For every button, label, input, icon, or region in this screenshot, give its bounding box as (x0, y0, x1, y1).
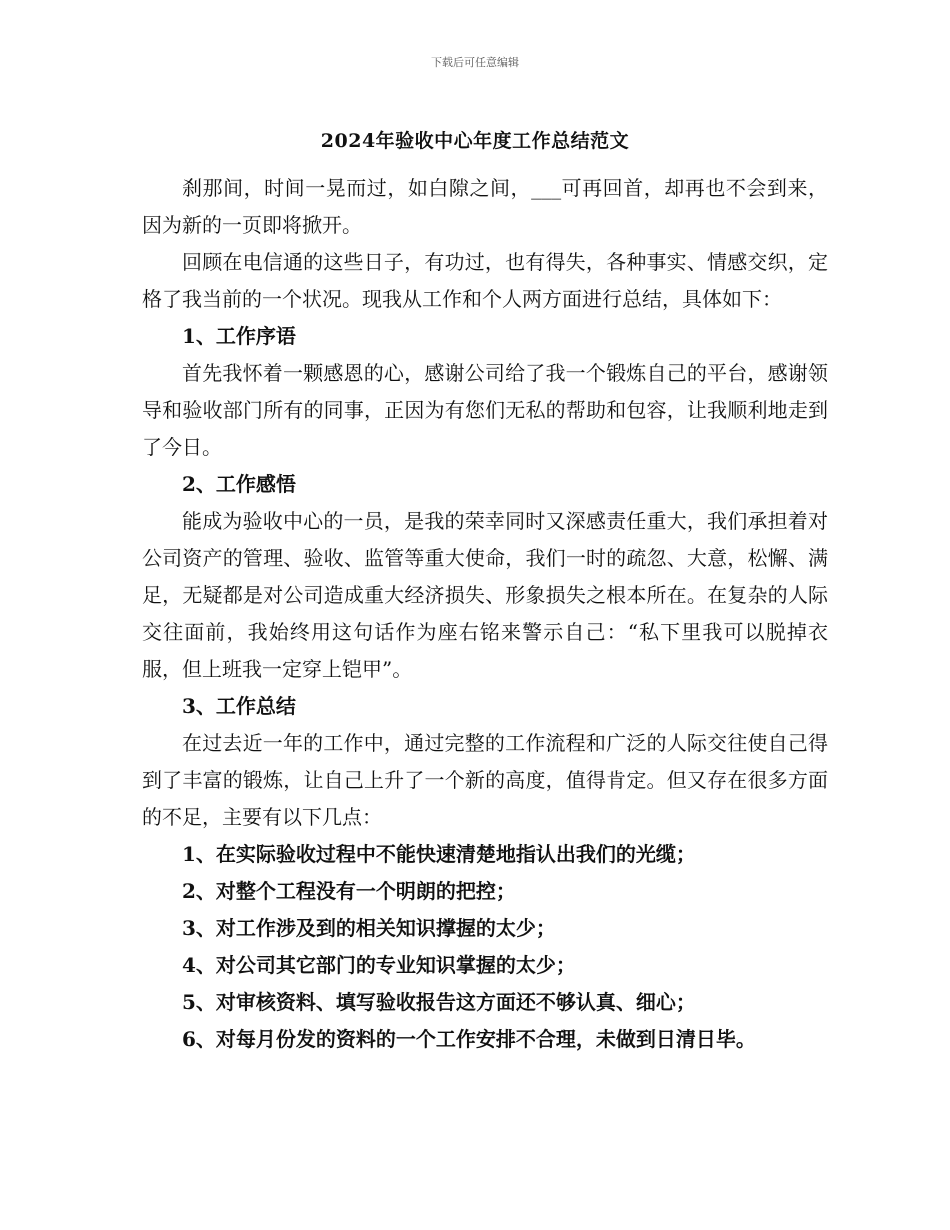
list-item: 5、对审核资料、填写验收报告这方面还不够认真、细心； (182, 990, 696, 1014)
document-title: 2024年验收中心年度工作总结范文 (320, 130, 630, 152)
list-item: 3、对工作涉及到的相关知识撑握的太少； (182, 916, 556, 940)
section-heading-summary: 3、工作总结 (182, 694, 296, 718)
paragraph-insight: 能成为验收中心的一员，是我的荣幸同时又深感责任重大，我们承担着对公司资产的管理、验收、监管等重大使命，我们一时的疏忽、大意，松懈、满足，无疑都是对公司造成重大经济损失、形象损失之根本所在。在复杂的人际交往面前，我始终用这句话作为座右铭来警示自己：“私下里我可以脱掉衣服，但上班我一定穿上铠甲”。 (142, 509, 828, 681)
list-item: 2、对整个工程没有一个明朗的把控； (182, 879, 516, 903)
section-heading-insight: 2、工作感悟 (182, 472, 296, 496)
list-item: 4、对公司其它部门的专业知识掌握的太少； (182, 953, 576, 977)
paragraph-review: 回顾在电信通的这些日子，有功过，也有得失，各种事实、情感交织，定格了我当前的一个状况。现我从工作和个人两方面进行总结，具体如下： (142, 250, 828, 311)
section-heading-preface: 1、工作序语 (182, 324, 296, 348)
document-body (142, 170, 828, 1058)
paragraph-intro: 刹那间，时间一晃而过，如白隙之间，___可再回首，却再也不会到来，因为新的一页即将掀开。 (142, 176, 828, 237)
list-item: 1、在实际验收过程中不能快速清楚地指认出我们的光缆； (182, 842, 696, 866)
list-item: 6、对每月份发的资料的一个工作安排不合理，未做到日清日毕。 (182, 1027, 756, 1051)
header-note: 下载后可任意编辑 (431, 56, 519, 69)
paragraph-summary: 在过去近一年的工作中，通过完整的工作流程和广泛的人际交往使自己得到了丰富的锻炼，让自己上升了一个新的高度，值得肯定。但又存在很多方面的不足，主要有以下几点： (142, 731, 828, 829)
paragraph-gratitude: 首先我怀着一颗感恩的心，感谢公司给了我一个锻炼自己的平台，感谢领导和验收部门所有的同事，正因为有您们无私的帮助和包容，让我顺利地走到了今日。 (142, 361, 828, 459)
